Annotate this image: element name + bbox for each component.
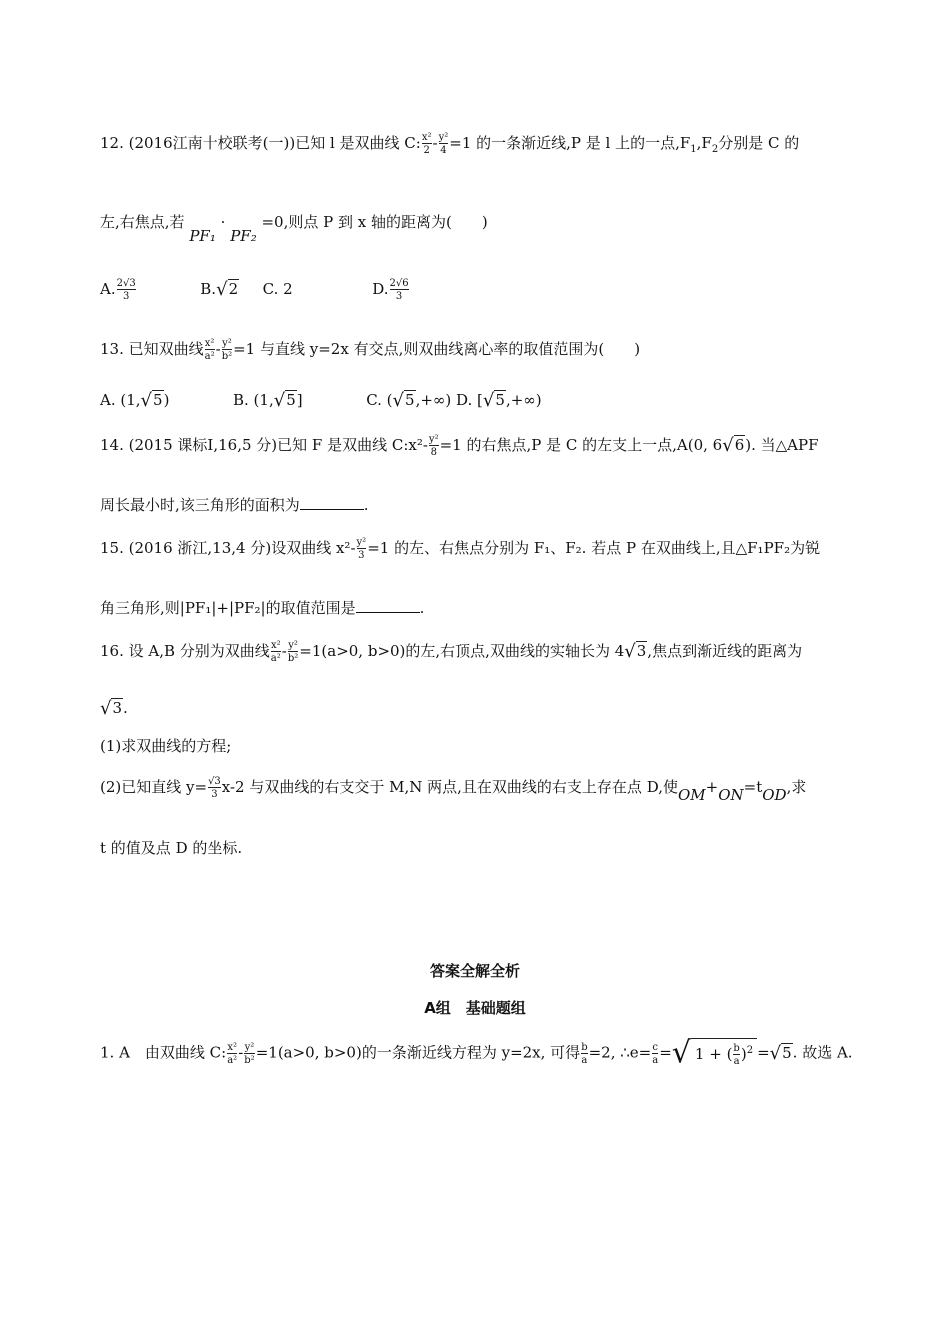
- q12-text: =1 的一条渐近线,P 是 l 上的一点,F: [449, 134, 691, 152]
- q16-line1: 16. 设 A,B 分别为双曲线 $\frac{\text{x²}}{\text{a²}}$ - $\frac{\text{y²}}{\text{b²}}$ =1(a>0, b>0)的左,右顶点,双曲线的实轴长为 4√3,焦点到渐近线的距离为: [100, 640, 803, 664]
- answer-1: 1. A 由双曲线 C: $\frac{\text{x²}}{\text{a²}}$ - $\frac{\text{y²}}{\text{b²}}$ =1(a>0, b>0)的一条渐近线方程为 y=2x, 可得 $\frac{b}{a}$ =2, ∴e= $\frac{c}{a}$ =√ 1 + ( $\frac{b}{a}$ )$^2$ =√5. 故选 A.: [100, 1035, 853, 1071]
- q15-line2: 角三角形,则|PF₁|+|PF₂|的取值范围是 .: [100, 599, 425, 617]
- option-b: B.√2: [200, 279, 239, 300]
- vector-od: OD: [762, 786, 787, 804]
- option-d: D. [√5,+∞): [456, 390, 542, 411]
- option-c: C. (√5,+∞): [366, 390, 452, 411]
- option-b: B. (1,√5]: [233, 390, 303, 411]
- vector-pf1: PF₁: [189, 227, 216, 245]
- answers-title: 答案全解全析: [429, 962, 520, 980]
- q12-text: 12. (2016江南十校联考(一))已知 l 是双曲线 C:: [100, 134, 421, 152]
- option-c: C. 2: [262, 280, 293, 298]
- answer-blank: [356, 598, 420, 613]
- answer-blank: [300, 495, 364, 510]
- q12-options: [100, 278, 410, 302]
- answers-group: A组 基础题组: [424, 999, 526, 1017]
- q16-line2: √3.: [100, 698, 128, 719]
- q13-options: [100, 390, 542, 411]
- vector-om: OM: [677, 786, 706, 804]
- q14-line1: 14. (2015 课标Ⅰ,16,5 分)已知 F 是双曲线 C:x²- $\frac{\text{y²}}{8}$ =1 的右焦点,P 是 C 的左支上一点,A(0, 6√6). 当△APF: [100, 434, 819, 458]
- q14-line2: 周长最小时,该三角形的面积为 .: [100, 496, 369, 514]
- fraction: $\frac{\text{y²}}{4}$: [438, 132, 449, 156]
- option-a: A. (1,√5): [100, 390, 170, 411]
- q16-part2: (2)已知直线 y= $\frac{√3}{3}$ x-2 与双曲线的右支交于 M,N 两点,且在双曲线的右支上存在点 D,使OM+ON=tOD,求: [100, 776, 807, 804]
- vector-on: ON: [718, 786, 744, 804]
- option-a: A. $\frac{2√3}{3}$: [100, 278, 136, 302]
- fraction: $\frac{\text{x²}}{2}$: [421, 132, 432, 156]
- sqrt-expression: √ 1 + ( $\frac{b}{a}$ )$^2$: [672, 1038, 757, 1069]
- option-d: D. $\frac{2√6}{3}$: [372, 278, 409, 302]
- q15-line1: 15. (2016 浙江,13,4 分)设双曲线 x²- $\frac{\text{y²}}{3}$ =1 的左、右焦点分别为 F₁、F₂. 若点 P 在双曲线上,且△F₁PF₂为锐: [100, 537, 821, 561]
- q12-line2: 左,右焦点,若 PF₁ · PF₂ =0,则点 P 到 x 轴的距离为( ): [100, 213, 488, 245]
- q12-line1: 12. (2016江南十校联考(一))已知 l 是双曲线 C: $\frac{\text{x²}}{2}$ - $\frac{\text{y²}}{4}$ =1 的一条渐近线,P 是 l 上的一点$,F_1,F_2$分别是 C 的: [100, 132, 800, 156]
- vector-pf2: PF₂: [230, 227, 257, 245]
- q16-part1: (1)求双曲线的方程;: [100, 737, 232, 755]
- q13-line1: 13. 已知双曲线 $\frac{\text{x²}}{\text{a²}}$ - $\frac{\text{y²}}{\text{b²}}$ =1 与直线 y=2x 有交点,则双曲线离心率的取值范围为( ): [100, 338, 641, 362]
- q16-part2-line2: t 的值及点 D 的坐标.: [100, 839, 243, 857]
